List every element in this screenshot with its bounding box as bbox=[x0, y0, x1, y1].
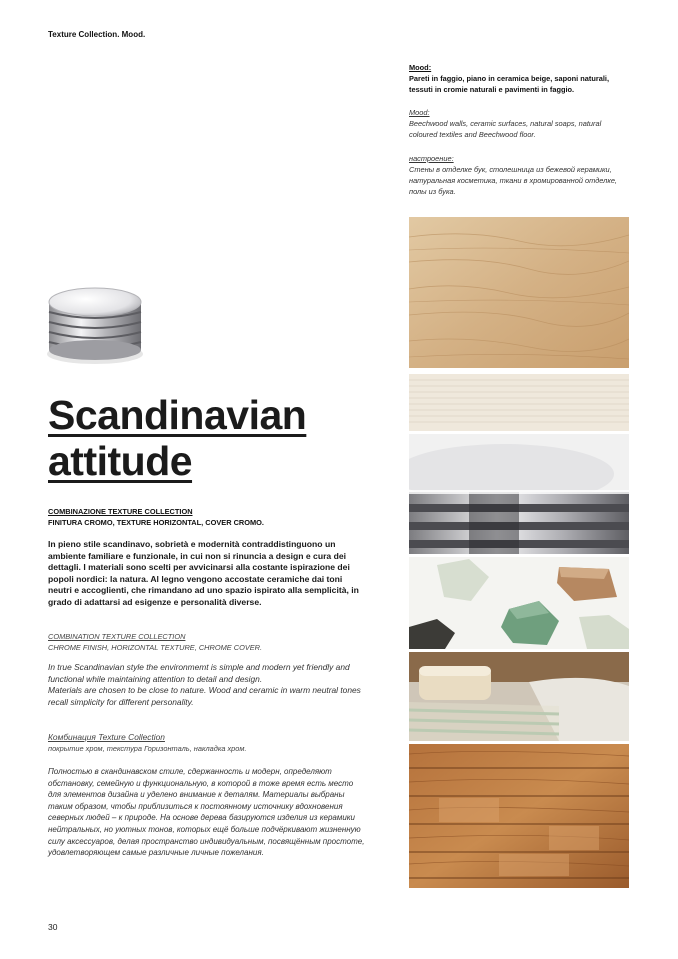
mood-russian bbox=[409, 153, 631, 197]
combination-detail: покрытие хром, текстура Горизонталь, накладка хром. bbox=[48, 744, 247, 753]
mood-text: Beechwood walls, ceramic surfaces, natural soaps, natural coloured textiles and Beechwood floor. bbox=[409, 119, 602, 139]
mood-label: Mood: bbox=[409, 108, 430, 117]
mood-label: Mood: bbox=[409, 63, 432, 72]
combination-russian bbox=[48, 732, 247, 754]
natural-soaps-image bbox=[409, 557, 629, 649]
mood-english bbox=[409, 107, 631, 140]
combination-label: COMBINAZIONE TEXTURE COLLECTION bbox=[48, 507, 193, 516]
combination-detail: FINITURA CROMO, TEXTURE HORIZONTAL, COVER CROMO. bbox=[48, 518, 264, 527]
title-line-1: Scandinavian bbox=[48, 392, 307, 438]
body-italian: In pieno stile scandinavo, sobrietà e modernità contraddistinguono un ambiente familiare e funzionale, in cui non si rinuncia a design e cura dei dettagli. I materiali sono scelti per avvicinarsi alla costante ispirazione dei popoli nordici: la natura. Al legno vengono accostate ceramiche dai toni neutri e accoglienti, che rimandano ad uno spazio ispirato alla semplicità, in grado di adattarsi ad esigenze e personalità diverse. bbox=[48, 539, 359, 607]
ceramic-texture-image bbox=[409, 374, 629, 431]
section-header: Texture Collection. Mood. bbox=[48, 30, 146, 39]
mood-text: Pareti in faggio, piano in ceramica beige, saponi naturali, tessuti in cromie naturali e pavimenti in faggio. bbox=[409, 74, 610, 94]
mood-italian bbox=[409, 62, 631, 95]
mood-text: Стены в отделке бук, столешница из бежевой керамики, натуральная косметика, ткани в хромированной отделке, полы из бука. bbox=[409, 165, 617, 196]
mood-label: настроение: bbox=[409, 154, 454, 163]
body-english bbox=[48, 662, 368, 708]
title-line-2: attitude bbox=[48, 438, 193, 484]
combination-label: COMBINATION TEXTURE COLLECTION bbox=[48, 632, 186, 641]
combination-italian bbox=[48, 506, 264, 528]
chrome-knob-image bbox=[35, 280, 155, 370]
combination-detail: CHROME FINISH, HORIZONTAL TEXTURE, CHROME COVER. bbox=[48, 643, 263, 652]
body-paragraph: In true Scandinavian style the environmemt is simple and modern yet friendly and functional while maintaining attention to detail and design. bbox=[48, 662, 350, 684]
page-number: 30 bbox=[48, 922, 58, 932]
chrome-knob-closeup-image bbox=[409, 434, 629, 554]
body-russian: Полностью в скандинавском стиле, сдержанность и модерн, определяют обстановку, семейную и функциональную, в которой в тоже время есть место для элементов дизайна и уделено внимание к деталям. Материалы выбраны таким образом, чтобы приблизиться к постоянному источнику вдохновения северных людей – к природе. На основе дерева базируются изделия из керамики нейтральных, но уютных тонов, которых ещё больше подчёркивают жизненную силу аксессуаров, делая пространство индивидуальным, посвящённым простоте, удовлетворяющем самые различные личные пожелания. bbox=[48, 767, 365, 858]
body-paragraph: Materials are chosen to be close to nature. Wood and ceramic in warm neutral tones recall simplicity for different personality. bbox=[48, 685, 361, 707]
combination-english bbox=[48, 631, 262, 653]
beech-wood-wall-image bbox=[409, 217, 629, 368]
page-title bbox=[48, 392, 306, 484]
combination-label: Комбинация Texture Collection bbox=[48, 732, 165, 742]
beech-wood-floor-image bbox=[409, 744, 629, 888]
soap-and-towel-image bbox=[409, 652, 629, 741]
